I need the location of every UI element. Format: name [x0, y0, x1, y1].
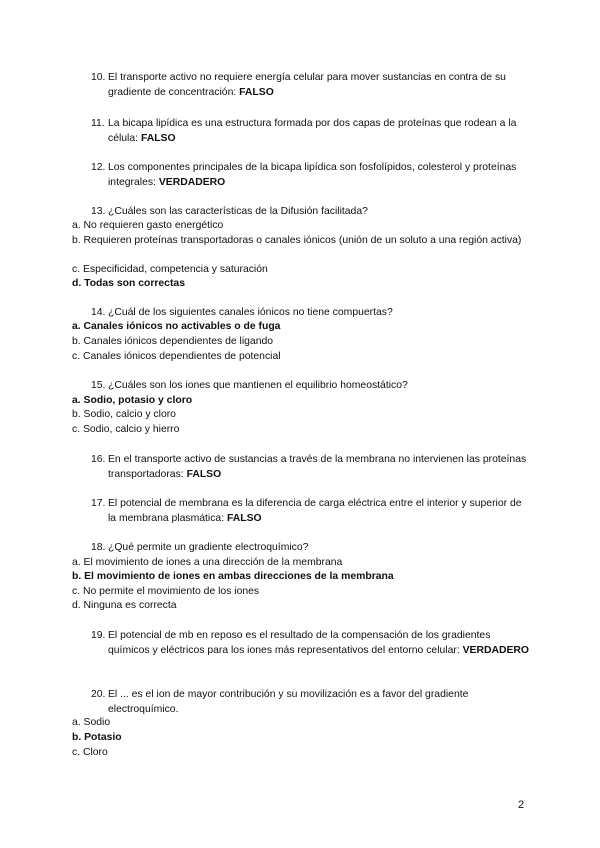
option-13b: b. Requieren proteínas transportadoras o canales iónicos (unión de un soluto a una región activa) — [72, 235, 522, 246]
question-text: El potencial de mb en reposo es el resultado de la compensación de los gradientes químicos y eléctricos para los iones más representativos del entorno celular: — [108, 630, 491, 656]
option-20b: b. Potasio — [72, 732, 122, 743]
question-number: 11. — [91, 118, 105, 129]
option-18b: b. El movimiento de iones en ambas direcciones de la membrana — [72, 571, 394, 582]
question-19 — [91, 629, 531, 658]
option-13d: d. Todas son correctas — [72, 278, 185, 289]
option-13a: a. No requieren gasto energético — [72, 220, 224, 231]
question-number: 15. — [91, 380, 106, 391]
question-12 — [91, 161, 531, 190]
question-text: Los componentes principales de la bicapa lipídica son fosfolípidos, colesterol y proteínas integrales: — [108, 162, 517, 188]
question-text: El ... es el ion de mayor contribución y su movilización es a favor del gradiente electroquímico. — [108, 689, 469, 715]
question-number: 10. — [91, 72, 106, 83]
question-text: La bicapa lipídica es una estructura formada por dos capas de proteínas que rodean a la célula: — [108, 118, 517, 144]
option-13c: c. Especificidad, competencia y saturación — [72, 264, 268, 275]
answer-label: VERDADERO — [158, 176, 226, 188]
question-16 — [91, 453, 531, 482]
answer-label: VERDADERO — [462, 644, 530, 656]
option-20a: a. Sodio — [72, 717, 111, 728]
question-text: En el transporte activo de sustancias a través de la membrana no intervienen las proteínas transportadoras: — [108, 454, 527, 480]
answer-label: FALSO — [226, 512, 262, 524]
question-text: ¿Qué permite un gradiente electroquímico? — [108, 542, 309, 553]
option-15a: a. Sodio, potasio y cloro — [72, 395, 193, 406]
question-number: 19. — [91, 630, 106, 641]
question-number: 13. — [91, 206, 106, 217]
answer-label: FALSO — [140, 132, 176, 144]
page-number: 2 — [518, 799, 525, 811]
option-14b: b. Canales iónicos dependientes de ligando — [72, 336, 274, 347]
option-18a: a. El movimiento de iones a una dirección de la membrana — [72, 557, 343, 568]
question-14 — [91, 306, 531, 321]
question-11 — [91, 117, 531, 146]
question-text: ¿Cuáles son los iones que mantienen el equilibrio homeostático? — [108, 380, 408, 391]
question-text: ¿Cuál de los siguientes canales iónicos no tiene compuertas? — [108, 307, 393, 318]
answer-label: FALSO — [239, 86, 274, 98]
option-14a: a. Canales iónicos no activables o de fuga — [72, 321, 281, 332]
question-number: 16. — [91, 454, 106, 465]
question-text: El potencial de membrana es la diferencia de carga eléctrica entre el interior y superior de la membrana plasmática: — [108, 498, 522, 524]
question-number: 12. — [91, 162, 106, 173]
answer-label: FALSO — [186, 468, 222, 480]
option-18c: c. No permite el movimiento de los iones — [72, 586, 260, 597]
option-18d: d. Ninguna es correcta — [72, 600, 177, 611]
question-number: 14. — [91, 307, 106, 318]
question-18 — [91, 541, 531, 556]
option-15c: c. Sodio, calcio y hierro — [72, 424, 180, 435]
question-text: El transporte activo no requiere energía celular para mover sustancias en contra de su gradiente de concentración: — [108, 72, 506, 98]
option-20c: c. Cloro — [72, 747, 108, 758]
question-10 — [91, 71, 531, 100]
question-20 — [91, 688, 531, 717]
option-15b: b. Sodio, calcio y cloro — [72, 409, 176, 420]
question-number: 17. — [91, 498, 106, 509]
question-13 — [91, 205, 531, 220]
question-text: ¿Cuáles son las características de la Difusión facilitada? — [108, 206, 368, 217]
question-17 — [91, 497, 531, 526]
option-14c: c. Canales iónicos dependientes de potencial — [72, 351, 281, 362]
question-15 — [91, 379, 531, 394]
question-number: 20. — [91, 689, 106, 700]
question-number: 18. — [91, 542, 106, 553]
